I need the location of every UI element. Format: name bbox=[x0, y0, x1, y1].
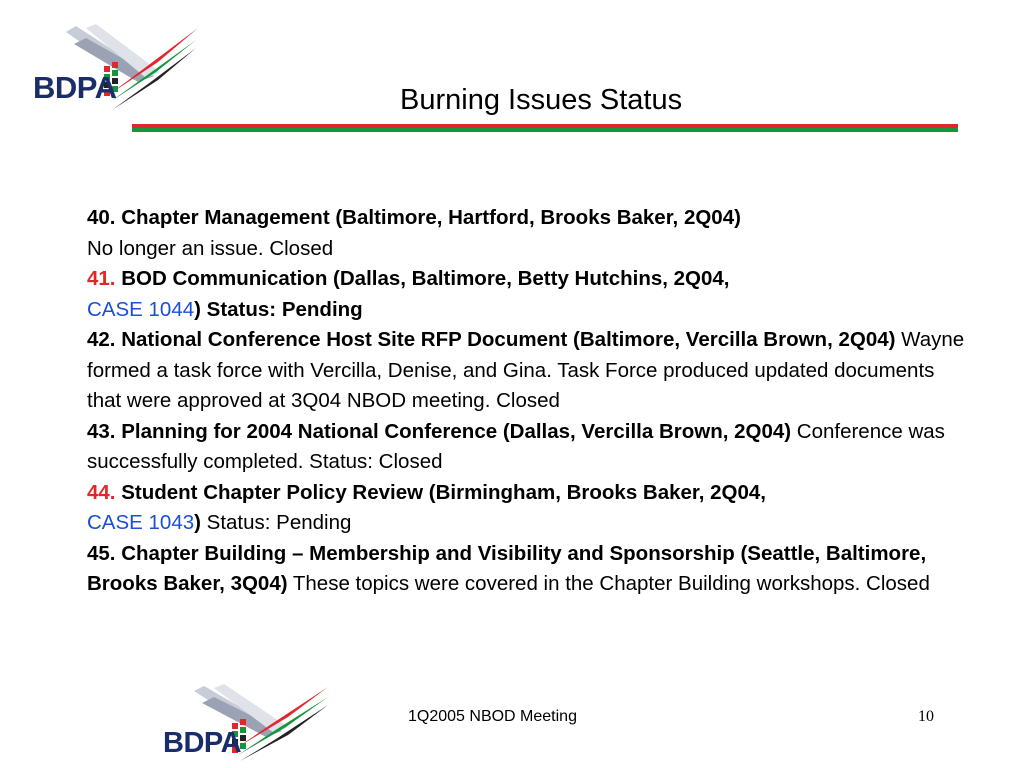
issue-item-42 bbox=[87, 325, 967, 417]
issue-item-43 bbox=[87, 417, 967, 478]
case-link[interactable]: CASE 1043 bbox=[87, 511, 195, 534]
issue-tail: ) Status: Pending bbox=[194, 297, 363, 321]
slide-title: Burning Issues Status bbox=[400, 84, 683, 116]
issue-heading: Chapter Management (Baltimore, Hartford, Brooks Baker, 2Q04) bbox=[121, 206, 741, 229]
issue-heading: National Conference Host Site RFP Document (Baltimore, Vercilla Brown, 2Q04) bbox=[121, 328, 896, 351]
issue-detail: No longer an issue. Closed bbox=[87, 236, 334, 260]
issue-number: 41. bbox=[87, 267, 116, 290]
issue-tail: ) bbox=[194, 511, 201, 534]
issues-list bbox=[87, 203, 967, 600]
issue-number: 44. bbox=[87, 480, 116, 504]
issue-number: 45. bbox=[87, 541, 116, 565]
issue-heading: Chapter Building – Membership and Visibility and Sponsorship (Seattle, Baltimore, Brooks Baker, 3Q04) bbox=[87, 541, 927, 595]
issue-detail: Conference was successfully completed. Status: Closed bbox=[87, 419, 945, 473]
issue-item-44 bbox=[87, 478, 967, 539]
logo-wordmark: BDPA bbox=[33, 70, 117, 105]
issue-heading: BOD Communication (Dallas, Baltimore, Betty Hutchins, 2Q04, bbox=[121, 267, 730, 290]
issue-detail: Wayne formed a task force with Vercilla, Denise, and Gina. Task Force produced updated documents that were approved at 3Q04 NBOD meeting. Closed bbox=[87, 328, 965, 412]
issue-number: 42. bbox=[87, 328, 116, 351]
issue-item-41 bbox=[87, 264, 967, 325]
case-link[interactable]: CASE 1044 bbox=[87, 297, 195, 321]
issue-item-45 bbox=[87, 539, 967, 600]
bdpa-logo bbox=[30, 22, 200, 114]
logo-wordmark: BDPA bbox=[163, 727, 242, 759]
issue-heading: Planning for 2004 National Conference (Dallas, Vercilla Brown, 2Q04) bbox=[121, 419, 792, 443]
issue-number: 40. bbox=[87, 206, 116, 229]
issue-heading: Student Chapter Policy Review (Birmingham, Brooks Baker, 2Q04, bbox=[121, 480, 767, 504]
title-rule-green bbox=[132, 128, 958, 132]
bdpa-logo-footer bbox=[160, 683, 332, 763]
issue-detail: These topics were covered in the Chapter Building workshops. Closed bbox=[292, 572, 930, 595]
issue-number: 43. bbox=[87, 419, 116, 443]
footer-meeting: 1Q2005 NBOD Meeting bbox=[408, 708, 577, 725]
page-number: 10 bbox=[918, 708, 934, 725]
issue-detail: Status: Pending bbox=[206, 511, 352, 534]
issue-item-40 bbox=[87, 203, 967, 264]
